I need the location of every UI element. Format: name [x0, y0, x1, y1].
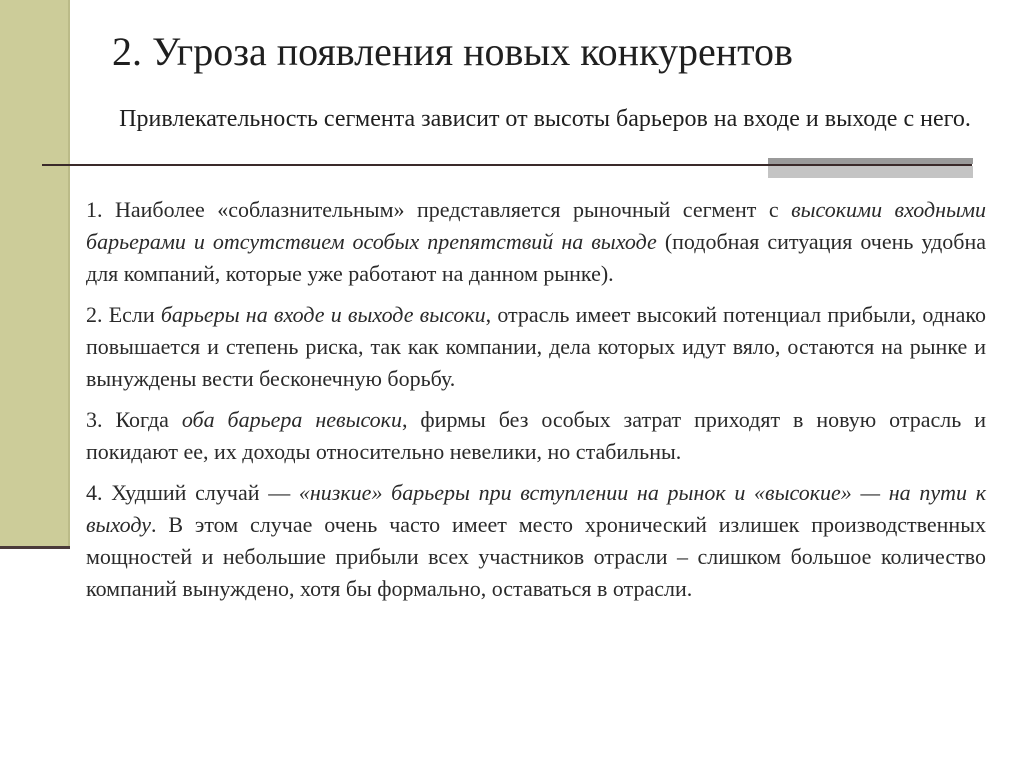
point-4-text-start: 4. Худший случай —	[86, 480, 299, 505]
point-4-emphasis: «низкие» барьеры при вступлении на рынок и «высокие» — на пути к выходу	[86, 480, 986, 537]
point-2-emphasis: барьеры на входе и выходе высоки	[160, 302, 486, 327]
point-3-emphasis: оба барьера невысоки	[181, 407, 402, 432]
slide-body	[86, 194, 986, 614]
point-3-text-end: , фирмы без особых затрат приходят в новую отрасль и покидают ее, их доходы относительно невелики, но стабильны.	[86, 407, 986, 464]
point-2	[86, 299, 986, 395]
point-3	[86, 404, 986, 468]
decorative-grey-bar	[768, 158, 973, 178]
point-4	[86, 477, 986, 605]
point-3-text-start: 3. Когда	[86, 407, 182, 432]
point-1-emphasis: высокими входными барьерами и отсутствием особых препятствий на выходе	[86, 197, 986, 254]
point-1-text-end: (подобная ситуация очень удобна для компаний, которые уже работают на данном рынке).	[86, 229, 986, 286]
slide-subtitle: Привлекательность сегмента зависит от высоты барьеров на входе и выходе с него.	[119, 106, 971, 132]
decorative-side-bar	[0, 0, 70, 548]
point-4-text-end: . В этом случае очень часто имеет место хронический излишек производственных мощностей и небольшие прибыли всех участников отрасли – слишком большое количество компаний вынуждено, хотя бы формально, оставаться в отрасли.	[86, 512, 986, 601]
point-1-text-start: 1. Наиболее «соблазнительным» представляется рыночный сегмент с	[86, 197, 792, 222]
side-bar-bottom-line	[0, 546, 70, 549]
point-1	[86, 194, 986, 290]
slide-title: 2. Угроза появления новых конкурентов	[112, 29, 793, 74]
point-2-text-end: , отрасль имеет высокий потенциал прибыли, однако повышается и степень риска, так как компании, дела которых идут вяло, остаются на рынке и вынуждены вести бесконечную борьбу.	[86, 302, 986, 391]
point-2-text-start: 2. Если	[86, 302, 161, 327]
